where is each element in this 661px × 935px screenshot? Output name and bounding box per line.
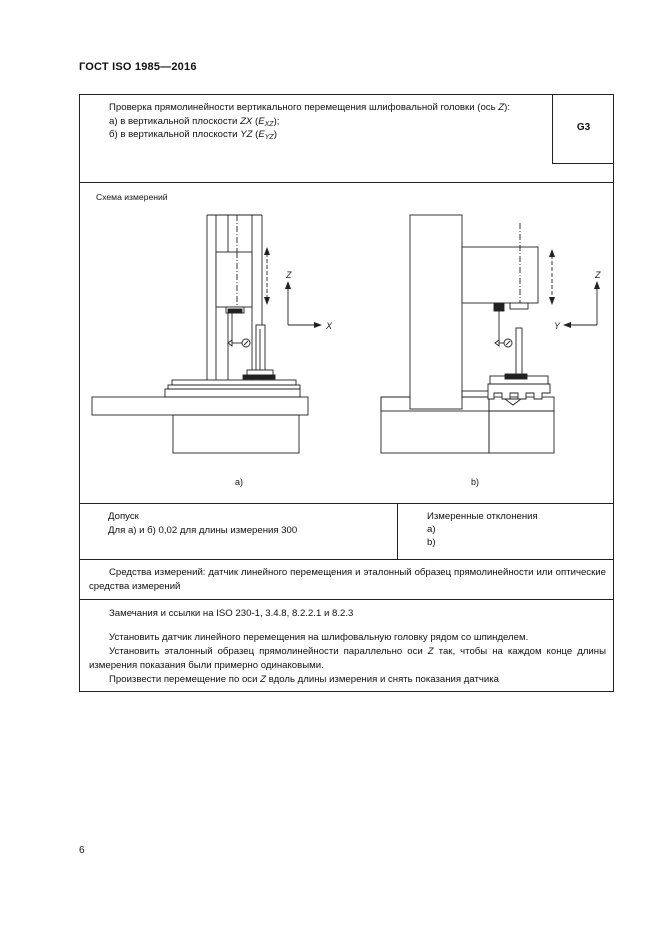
item-b-text: б) в вертикальной плоскости: [109, 129, 241, 141]
notes-p2-start: Установить эталонный образец прямолинейности параллельно оси: [109, 646, 428, 657]
measurement-schema: [80, 203, 615, 503]
notes-p3-axis: Z: [260, 674, 267, 685]
item-a-plane: ZX: [240, 115, 253, 127]
axis-y: Y: [554, 321, 561, 331]
document-header: ГОСТ ISO 1985—2016: [79, 61, 197, 73]
test-code: G3: [576, 122, 591, 133]
figure-b-drawing: [381, 215, 600, 453]
figure-a-label: a): [235, 477, 244, 487]
item-a: а) в вертикальной плоскости ZX $(E_{XZ})$;: [109, 115, 280, 128]
bed-a: [92, 397, 308, 415]
notes-p3-start: Произвести перемещение по оси: [109, 674, 261, 685]
item-a-text: а) в вертикальной плоскости: [109, 115, 241, 127]
tolerance-value: Для а) и б) 0,02 для длины измерения 300: [108, 525, 298, 536]
axis-x: X: [326, 321, 333, 331]
notes-p2-end: так, чтобы на каждом конце длины измерения показания были примерно одинаковыми.: [89, 646, 606, 671]
title-axis: Z: [498, 102, 505, 113]
figure-a-drawing: [92, 215, 322, 453]
grinding-head-b: [462, 247, 538, 303]
item-b: б) в вертикальной плоскости YZ $(E_{YZ})$: [109, 129, 277, 142]
measured-b: b): [427, 537, 436, 548]
base-a: [173, 415, 299, 453]
measured-label: Измеренные отклонения: [427, 511, 538, 522]
grinding-head-a: [216, 252, 252, 307]
item-b-subscript: YZ: [264, 134, 274, 142]
notes-refs: Замечания и ссылки на ISO 230-1, 3.4.8, 8.2.2.1 и 8.2.3: [109, 608, 354, 619]
item-b-symbol: E: [258, 129, 265, 141]
measured-a: а): [427, 524, 436, 535]
test-code-cell: [552, 95, 614, 164]
notes-p3: [89, 673, 606, 687]
test-sheet: [79, 94, 614, 692]
tolerance-label: Допуск: [108, 511, 139, 522]
notes-row: [80, 599, 613, 692]
item-a-symbol: E: [258, 115, 265, 127]
tolerance-row: [80, 503, 613, 559]
schema-caption: Схема измерений: [96, 192, 168, 202]
figure-b-label: b): [471, 477, 480, 487]
notes-p3-end: вдоль длины измерения и снять показания датчика: [266, 674, 499, 685]
title-text: Проверка прямолинейности вертикального перемещения шлифовальной головки (ось: [109, 102, 499, 113]
check-title: [89, 101, 551, 142]
column-b: [410, 215, 462, 409]
tolerance-cell: [80, 504, 398, 559]
notes-p1: Установить датчик линейного перемещения на шлифовальную головку рядом со шпинделем.: [109, 632, 529, 643]
axis-z-a: Z: [286, 270, 292, 280]
page-number: 6: [79, 845, 85, 856]
notes-p2: [89, 645, 606, 672]
notes-p2-axis: Z: [427, 646, 434, 657]
item-b-plane: YZ: [240, 129, 253, 141]
axis-z-b: Z: [595, 270, 601, 280]
instruments-text: Средства измерений: датчик линейного перемещения и эталонный образец прямолинейности или оптические средства измерений: [89, 567, 606, 592]
item-a-subscript: XZ: [264, 120, 274, 128]
instruments-row: [80, 559, 613, 599]
title-end: ):: [504, 102, 510, 113]
